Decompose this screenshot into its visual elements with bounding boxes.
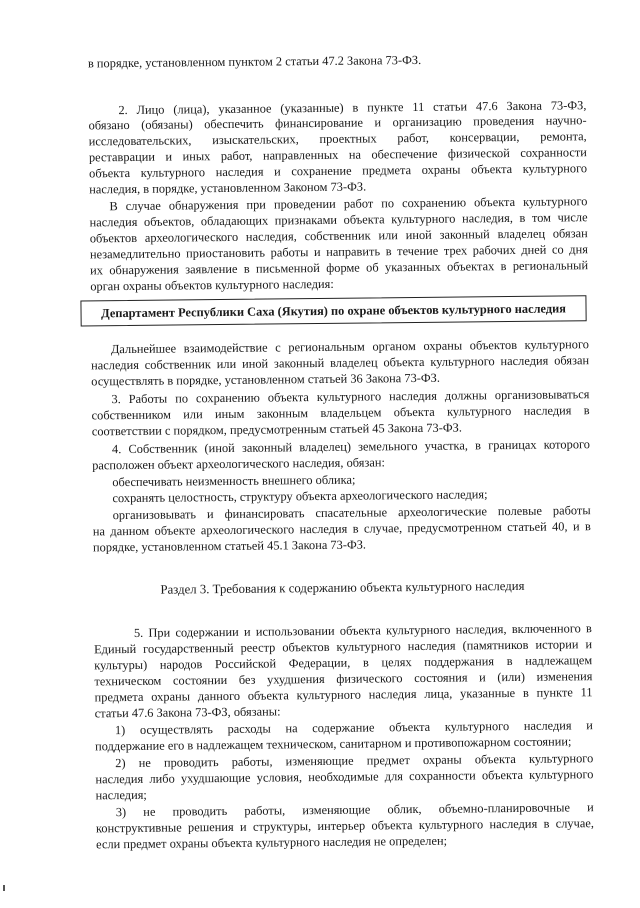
text-line: наследия объектов, обладающих признаками объекта культурного наследия, в том числе — [89, 210, 588, 230]
text-line: их обнаружения заявление в письменной форме об указанных объектах в региональный — [90, 258, 589, 278]
text-line: статьи 47.6 Закона 73-ФЗ, обязаны: — [94, 704, 281, 721]
text-line: 2) не проводить работы, изменяющие предмет охраны объекта культурного — [115, 751, 594, 771]
list-item: обеспечивать неизменность внешнего облика; — [112, 472, 356, 490]
text-line: осуществлять в порядке, установленном статьей 36 Закона 73-ФЗ. — [91, 370, 441, 389]
text-line: наследия либо ухудшающие условия, необходимые для сохранности объекта культурного — [95, 767, 594, 787]
text-line: конструктивные решения и структуры, интерьер объекта культурного наследия в случае, — [95, 816, 594, 836]
text-line: незамедлительно приостановить работы и направить в течение трех рабочих дней со дня — [89, 242, 588, 262]
text-line: 5. При содержании и использовании объекта культурного наследия, включенного в — [133, 621, 592, 640]
text-line: поддержание его в надлежащем техническом, санитарном и противопожарном состоянии; — [95, 734, 572, 754]
authority-box — [80, 295, 586, 326]
text-line: собственником или иным законным владельцем объекта культурного наследия в — [91, 403, 590, 423]
text-line: Единый государственный реестр объектов культурного наследия (памятников истории и — [94, 637, 593, 657]
text-line: орган охраны объектов культурного наследия: — [90, 276, 334, 294]
text-line: реставрации и иных работ, направленных на обеспечение физической сохранности — [88, 145, 587, 165]
text-line: организовывать и финансировать спасательные археологические полевые работы — [112, 503, 591, 523]
list-item: сохранять целостность, структуру объекта археологического наследия; — [112, 487, 488, 506]
text-line: соответствии с порядком, предусмотренным статьей 45 Закона 73-ФЗ. — [91, 420, 462, 439]
text-line: наследия собственник или иной законный владелец объекта культурного наследия обязан — [91, 353, 590, 373]
text-line: в порядке, установленном пунктом 2 статьи 47.2 Закона 73-ФЗ. — [87, 52, 422, 71]
text-line: если предмет охраны объекта культурного наследия не определен; — [96, 833, 448, 852]
section-heading: Раздел 3. Требования к содержанию объекта культурного наследия — [160, 578, 525, 597]
text-line: В случае обнаружения при проведении работ по сохранению объекта культурного — [109, 194, 588, 214]
scan-edge-mark — [3, 885, 5, 891]
text-line: культуры) народов Российской Федерации, в целях поддержания в надлежащем — [94, 653, 593, 673]
text-line: обязано (обязаны) обеспечить финансирование и организацию проведения научно- — [88, 113, 587, 133]
text-line: порядке, установленном статьей 45.1 Закона 73-ФЗ. — [92, 537, 367, 555]
text-line: 1) осуществлять расходы на содержание объекта культурного наследия и — [114, 718, 593, 738]
text-line: техническом состоянии без ухудшения физического состояния и (или) изменения — [94, 669, 593, 689]
authority-name: Департамент Республики Саха (Якутия) по охране объектов культурного наследия — [101, 301, 567, 321]
text-line: 4. Собственник (иной законный владелец) земельного участка, в границах которого — [111, 437, 591, 457]
text-line: расположен объект археологического наследия, обязан: — [92, 455, 385, 473]
text-line: 3) не проводить работы, изменяющие облик, объемно-планировочные и — [115, 800, 594, 820]
text-line: наследия, в порядке, установленном Законом 73-ФЗ. — [89, 179, 367, 197]
text-line: наследия; — [95, 787, 147, 803]
text-line: объектов археологического наследия, собственник или иной законный владелец обязан — [89, 226, 588, 246]
text-line: предмета охраны данного объекта культурного наследия лица, указанные в пункте 11 — [94, 685, 593, 705]
text-line: объекта культурного наследия и сохранение предмета охраны объекта культурного — [89, 161, 588, 181]
text-line: 2. Лицо (лица), указанное (указанные) в пункте 11 статьи 47.6 Закона 73-ФЗ, — [118, 98, 587, 118]
text-line: 3. Работы по сохранению объекта культурного наследия должны организовываться — [111, 387, 590, 407]
text-line: Дальнейшее взаимодействие с региональным органом охраны объектов культурного — [110, 337, 589, 357]
text-line: исследовательских, изыскательских, проектных работ, консервации, ремонта, — [88, 129, 587, 149]
text-line: на данном объекте археологического наследия в случае, предусмотренном статьей 40, и в — [92, 519, 591, 539]
